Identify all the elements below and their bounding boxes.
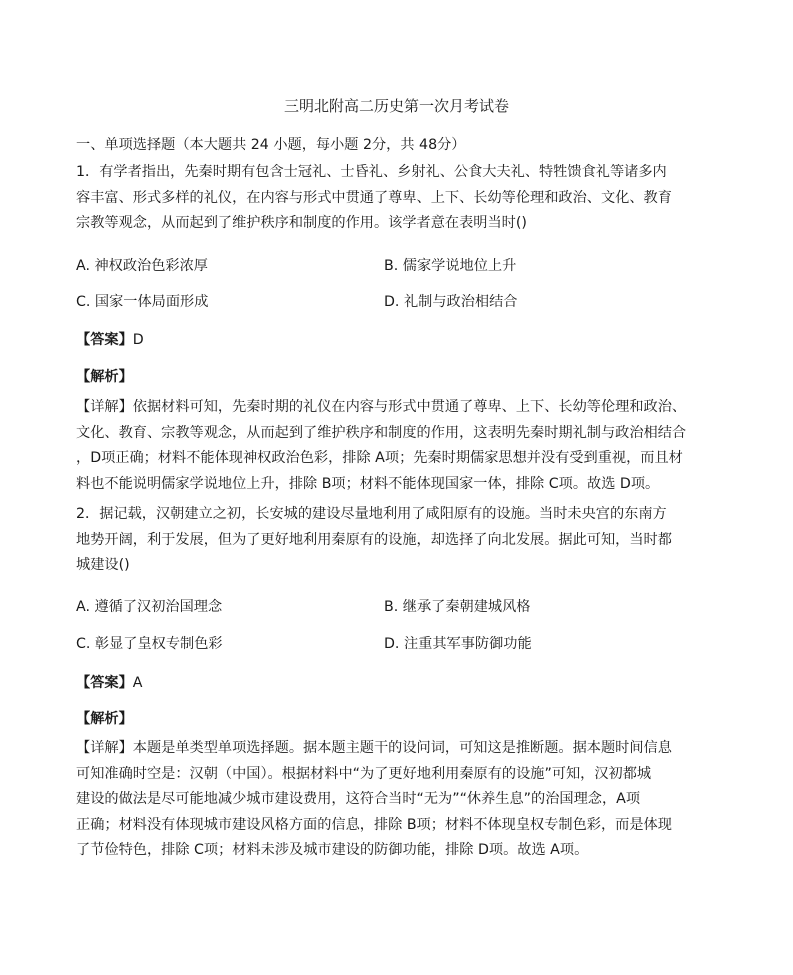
question-2-option-b: B. 继承了秦朝建城风格 — [384, 599, 531, 615]
question-1-detail-line: 文化、教育、宗教等观念，从而起到了维护秩序和制度的作用，这表明先秦时期礼制与政治相结合 — [76, 424, 687, 441]
question-1-answer — [76, 330, 144, 350]
question-2-option-c: C. 彰显了皇权专制色彩 — [76, 636, 223, 652]
answer-value: A — [132, 675, 143, 691]
question-2-stem-line: 城建设() — [76, 557, 130, 573]
analysis-label: 【解析】 — [76, 711, 133, 727]
question-2-detail-line: 可知准确时空是：汉朝（中国）。根据材料中“为了更好地利用秦原有的设施”可知，汉初都城 — [76, 765, 652, 782]
question-1-stem-line: 容丰富、形式多样的礼仪，在内容与形式中贯通了尊卑、上下、长幼等伦理和政治、文化、教育 — [76, 189, 672, 206]
question-2-detail-line: 了节俭特色，排除 C项；材料未涉及城市建设的防御功能，排除 D项。故选 A项。 — [76, 842, 589, 858]
question-2-detail-line: 建设的做法是尽可能地减少城市建设费用，这符合当时“无为”“休养生息”的治国理念，A项 — [76, 791, 641, 807]
question-2-answer — [76, 673, 142, 693]
question-1-analysis-label — [76, 367, 133, 387]
question-2-analysis-label — [76, 709, 133, 729]
section-heading — [76, 133, 716, 159]
question-1-stem-line: 1．有学者指出，先秦时期有包含士冠礼、士昏礼、乡射礼、公食大夫礼、特牲馈食礼等诸多内 — [76, 164, 667, 180]
question-2-stem — [76, 502, 716, 579]
question-1-option-d: D. 礼制与政治相结合 — [384, 294, 518, 310]
question-2-option-d: D. 注重其军事防御功能 — [384, 636, 532, 652]
question-1-option-c: C. 国家一体局面形成 — [76, 294, 209, 310]
question-2-stem-line: 地势开阔，利于发展，但为了更好地利用秦原有的设施，却选择了向北发展。据此可知，当时都 — [76, 531, 672, 548]
answer-label: 【答案】 — [76, 332, 133, 348]
question-1-stem-line: 宗教等观念，从而起到了维护秩序和制度的作用。该学者意在表明当时() — [76, 215, 527, 231]
question-1-detail-line: 【详解】依据材料可知，先秦时期的礼仪在内容与形式中贯通了尊卑、上下、长幼等伦理和政治、 — [76, 399, 687, 415]
question-1-option-a: A. 神权政治色彩浓厚 — [76, 258, 208, 274]
question-2-detail-line: 正确；材料没有体现城市建设风格方面的信息，排除 B项；材料不体现皇权专制色彩，而是体现 — [76, 816, 672, 833]
section-heading-text: 一、单项选择题（本大题共 24 小题，每小题 2分，共 48分） — [76, 137, 466, 153]
question-2-detail — [76, 736, 716, 864]
question-1-detail — [76, 395, 716, 497]
answer-label: 【答案】 — [76, 675, 133, 691]
question-1-stem — [76, 160, 716, 237]
answer-value: D — [132, 332, 144, 348]
question-1-detail-line: ，D项正确；材料不能体现神权政治色彩，排除 A项；先秦时期儒家思想并没有受到重视，而且材 — [76, 450, 683, 466]
question-2-stem-line: 2．据记载，汉朝建立之初，长安城的建设尽量地利用了咸阳原有的设施。当时未央宫的东南方 — [76, 506, 667, 522]
page-title: 三明北附高二历史第一次月考试卷 — [283, 97, 509, 115]
question-2-option-a: A. 遵循了汉初治国理念 — [76, 599, 223, 615]
question-1-detail-line: 料也不能说明儒家学说地位上升，排除 B项；材料不能体现国家一体，排除 C项。故选 D项。 — [76, 475, 660, 492]
question-2-detail-line: 【详解】本题是单类型单项选择题。据本题主题干的设问词，可知这是推断题。据本题时间信息 — [76, 740, 672, 756]
question-1-option-b: B. 儒家学说地位上升 — [384, 258, 517, 274]
analysis-label: 【解析】 — [76, 369, 133, 385]
